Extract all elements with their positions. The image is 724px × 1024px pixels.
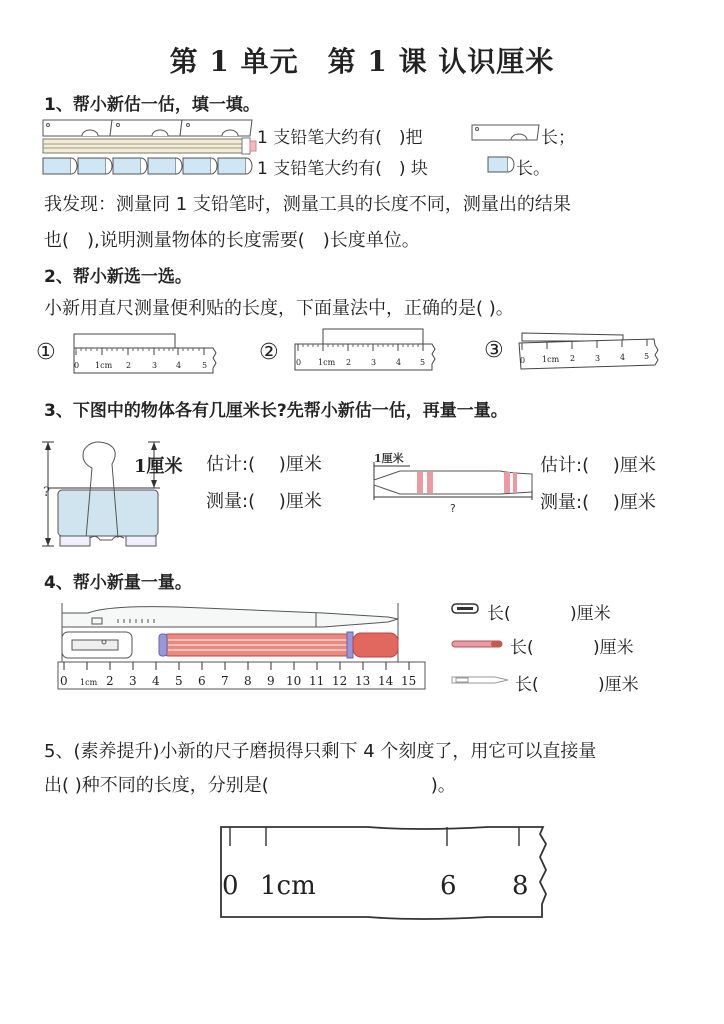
svg-text:2: 2: [106, 674, 114, 688]
svg-text:7: 7: [221, 674, 229, 688]
clip-unit-label: 1厘米: [134, 456, 183, 477]
crayon-figure: [370, 450, 535, 515]
svg-text:6: 6: [440, 871, 457, 901]
svg-text:0: 0: [74, 361, 80, 370]
svg-text:5: 5: [175, 674, 183, 688]
svg-text:15: 15: [401, 674, 417, 688]
svg-text:0: 0: [60, 674, 68, 688]
svg-text:8: 8: [244, 674, 252, 688]
svg-text:2: 2: [346, 358, 352, 367]
marker-answer-a: 长(: [510, 638, 534, 658]
svg-text:1cm: 1cm: [95, 361, 113, 370]
q5-heading-2: 出( )种不同的长度，分别是( )。: [44, 775, 456, 796]
svg-text:1cm: 1cm: [80, 678, 98, 687]
option-2-marker[interactable]: ②: [259, 340, 279, 365]
svg-text:3: 3: [371, 358, 377, 367]
svg-text:1cm: 1cm: [260, 871, 316, 901]
sharpener-icon: [471, 124, 541, 142]
svg-text:0: 0: [296, 358, 302, 367]
q2-heading: 2、帮小新选一选。: [44, 267, 192, 287]
svg-text:6: 6: [198, 674, 206, 688]
q1-line1-tail: 长；: [541, 128, 575, 148]
svg-text:5: 5: [644, 352, 650, 361]
svg-text:2: 2: [570, 354, 576, 363]
pencil-answer-b: )厘米: [598, 675, 639, 695]
q2-prompt: 小新用直尺测量便利贴的长度，下面量法中，正确的是( )。: [44, 298, 514, 319]
q1-line2-tail: 长。: [516, 159, 550, 179]
svg-text:0: 0: [222, 871, 239, 901]
marker-small-icon: [451, 639, 506, 649]
svg-text:3: 3: [595, 354, 601, 363]
sharpener-answer-a: 长(: [487, 604, 511, 624]
svg-text:13: 13: [355, 674, 371, 688]
svg-text:11: 11: [309, 674, 325, 688]
option-3-marker[interactable]: ③: [484, 338, 504, 363]
svg-text:4: 4: [396, 358, 402, 367]
sharpener-small-icon: [451, 603, 481, 615]
worn-ruler-figure: [218, 822, 553, 922]
svg-text:1厘米: 1厘米: [374, 452, 404, 465]
svg-text:5: 5: [420, 358, 426, 367]
svg-text:5: 5: [202, 361, 208, 370]
svg-text:1cm: 1cm: [318, 358, 336, 367]
q4-heading: 4、帮小新量一量。: [44, 573, 192, 593]
measure-ruler-figure: [58, 603, 428, 691]
svg-text:8: 8: [512, 871, 529, 901]
pencil-small-icon: [451, 674, 511, 686]
svg-text:?: ?: [450, 502, 456, 515]
page-title: 第 1 单元 第 1 课 认识厘米: [169, 45, 555, 78]
svg-text:4: 4: [176, 361, 182, 370]
crayon-estimate: 估计:( )厘米: [540, 455, 656, 476]
crayon-measure: 测量:( )厘米: [540, 492, 656, 513]
sharpener-row-figure: [42, 118, 257, 178]
svg-text:4: 4: [620, 353, 626, 362]
q1-line2: 1 支铅笔大约有( ) 块: [257, 159, 428, 179]
svg-text:2: 2: [126, 361, 132, 370]
pencil-icon: [43, 138, 256, 154]
q1-discovery-1: 我发现：测量同 1 支铅笔时，测量工具的长度不同，测量出的结果: [44, 194, 571, 215]
marker-answer-b: )厘米: [593, 638, 634, 658]
eraser-icon: [487, 156, 517, 174]
svg-text:10: 10: [286, 674, 302, 688]
clip-estimate: 估计:( )厘米: [206, 454, 322, 475]
sharpener-answer-b: )厘米: [570, 604, 611, 624]
svg-text:3: 3: [152, 361, 158, 370]
svg-text:3: 3: [129, 674, 137, 688]
svg-text:1cm: 1cm: [542, 355, 560, 364]
svg-text:14: 14: [378, 674, 394, 688]
svg-text:12: 12: [332, 674, 348, 688]
q3-heading: 3、下图中的物体各有几厘米长?先帮小新估一估，再量一量。: [44, 401, 508, 421]
option-3-ruler: [518, 331, 663, 373]
marker-pen: [159, 632, 398, 658]
svg-text:9: 9: [267, 674, 275, 688]
svg-text:?: ?: [43, 485, 50, 500]
clip-measure: 测量:( )厘米: [206, 491, 322, 512]
svg-text:4: 4: [152, 674, 160, 688]
pencil-answer-a: 长(: [515, 675, 539, 695]
svg-text:0: 0: [520, 356, 526, 365]
q1-heading: 1、帮小新估一估，填一填。: [44, 95, 260, 115]
option-1-ruler: [73, 333, 218, 375]
q5-heading-1: 5、(素养提升)小新的尺子磨损得只剩下 4 个刻度了，用它可以直接量: [44, 741, 597, 762]
option-1-marker[interactable]: ①: [36, 340, 56, 365]
option-2-ruler: [294, 328, 439, 376]
q1-discovery-2: 也( ),说明测量物体的长度需要( )长度单位。: [44, 230, 420, 251]
q1-line1: 1 支铅笔大约有( )把: [257, 128, 423, 148]
